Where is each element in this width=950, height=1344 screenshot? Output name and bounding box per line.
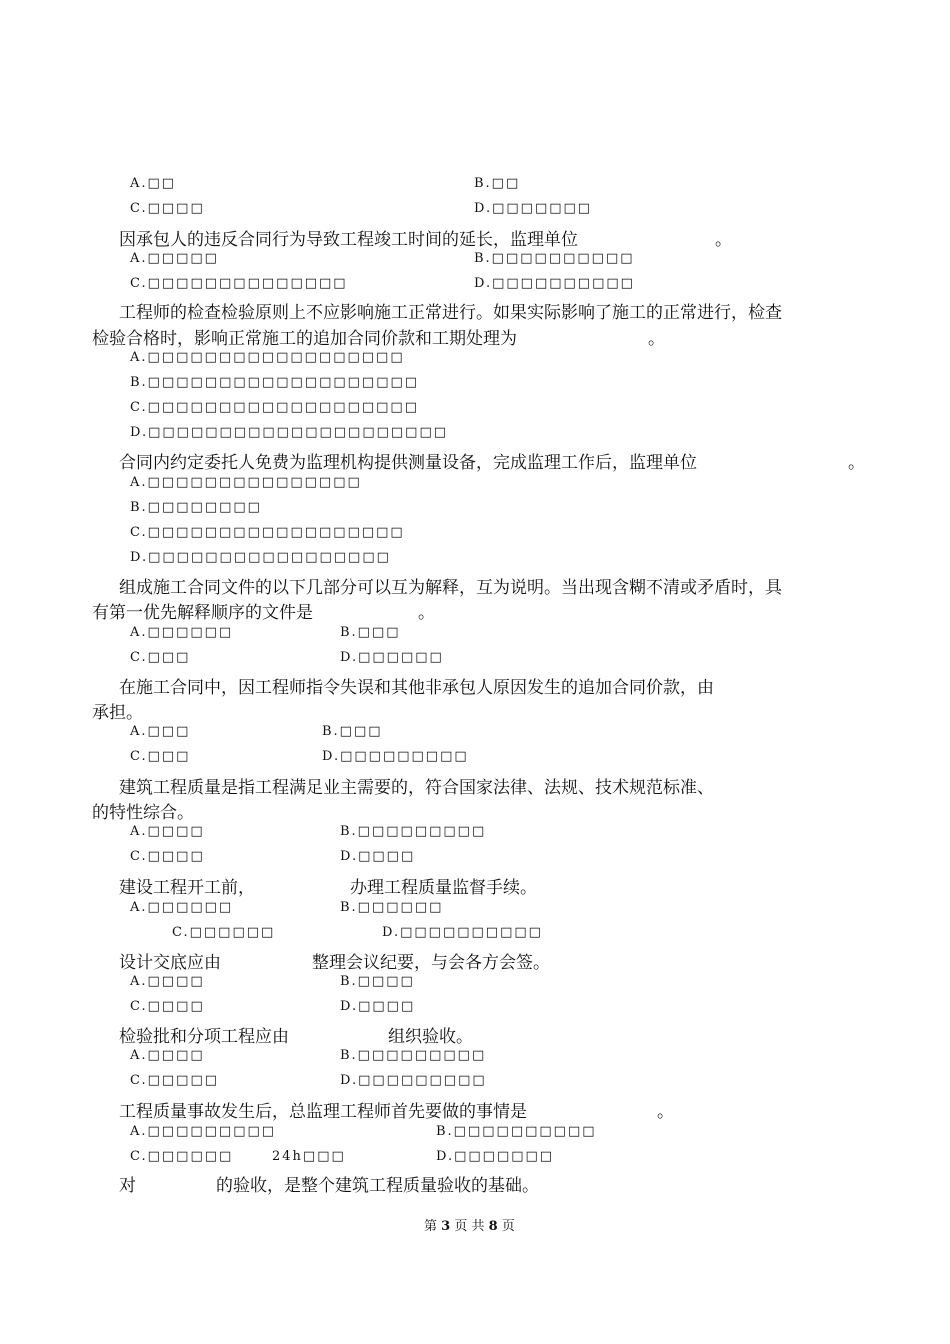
option-b: B.□□□□□□□□□ <box>340 1048 487 1063</box>
option-c: C.□□□□□□□□□□□□□□ <box>130 276 348 291</box>
page-footer <box>424 1215 515 1234</box>
option-a: A.□□□□ <box>130 824 205 839</box>
question-stem-continued: 组织验收。 <box>388 1027 473 1047</box>
option-b: B.□□□ <box>340 625 401 640</box>
question-stem-continued: 的特性综合。 <box>92 803 194 823</box>
option-d: D.□□□□□□□□□□ <box>382 925 543 940</box>
option-b: B.□□ <box>474 176 521 191</box>
question-end: 。 <box>657 1102 674 1122</box>
question-stem: 组成施工合同文件的以下几部分可以互为解释，互为说明。当出现含糊不清或矛盾时，具 <box>119 578 782 598</box>
question-end: 。 <box>848 453 865 473</box>
option-a: A.□□□□ <box>130 1048 205 1063</box>
option-a: A.□□□□□□□□□□□□□□□□□□ <box>130 350 405 365</box>
option-a: A.□□□□ <box>130 974 205 989</box>
option-a: A.□□ <box>130 176 177 191</box>
option-c: C.□□□□□□□□□□□□□□□□□□ <box>130 525 405 540</box>
option-c-continued: 24h□□□ <box>272 1149 346 1164</box>
footer-gong: 共 <box>471 1219 485 1234</box>
option-b: B.□□□□□□□□□□ <box>474 251 635 266</box>
option-b: B.□□□□□□□□□□□□□□□□□□□ <box>130 375 420 390</box>
option-b: B.□□□□ <box>340 974 415 989</box>
option-a: A.□□□ <box>130 724 191 739</box>
option-a: A.□□□□□□ <box>130 625 234 640</box>
option-d: D.□□□□□□□□□□□□□□□□□□□□□ <box>130 425 449 440</box>
option-c: C.□□□□ <box>130 999 205 1014</box>
option-b: B.□□□□□□□□□□ <box>436 1124 597 1139</box>
question-stem-continued: 整理会议纪要，与会各方会签。 <box>312 953 550 973</box>
option-d: D.□□□□□□□□□ <box>340 1073 487 1088</box>
option-a: A.□□□□□□ <box>130 900 234 915</box>
option-b: B.□□□□□□□□□ <box>340 824 487 839</box>
question-stem: 合同内约定委托人免费为监理机构提供测量设备，完成监理工作后，监理单位 <box>119 453 697 473</box>
option-d: D.□□□□□□□ <box>474 201 593 216</box>
option-c: C.□□□ <box>130 749 191 764</box>
option-a: A.□□□□□ <box>130 251 219 266</box>
option-c: C.□□□□ <box>130 849 205 864</box>
option-c: C.□□□□□□ <box>172 925 276 940</box>
option-d: D.□□□□□□□□□ <box>322 749 469 764</box>
question-stem-continued: 有第一优先解释顺序的文件是 <box>92 603 313 623</box>
question-end: 。 <box>715 230 732 250</box>
option-a: A.□□□□□□□□□□□□□□□ <box>130 475 362 490</box>
question-stem: 对 <box>119 1176 136 1196</box>
option-c: C.□□□ <box>130 650 191 665</box>
page-number: 3 <box>441 1219 451 1234</box>
option-c: C.□□□□ <box>130 201 205 216</box>
question-stem-continued: 办理工程质量监督手续。 <box>350 878 537 898</box>
option-d: D.□□□□□□□ <box>436 1149 555 1164</box>
question-end: 。 <box>418 603 435 623</box>
footer-ye: 页 <box>501 1219 515 1234</box>
option-b: B.□□□ <box>322 724 383 739</box>
option-b: B.□□□□□□ <box>340 900 444 915</box>
total-pages: 8 <box>488 1219 498 1234</box>
question-stem: 检验批和分项工程应由 <box>119 1027 289 1047</box>
question-stem: 工程师的检查检验原则上不应影响施工正常进行。如果实际影响了施工的正常进行，检查 <box>119 303 782 323</box>
question-stem: 设计交底应由 <box>119 953 221 973</box>
question-stem-continued: 承担。 <box>92 703 143 723</box>
option-c: C.□□□□□□□□□□□□□□□□□□□ <box>130 400 419 415</box>
question-stem-continued: 的验收，是整个建筑工程质量验收的基础。 <box>216 1176 539 1196</box>
option-d: D.□□□□□□□□□□□□□□□□□ <box>130 550 391 565</box>
option-d: D.□□□□□□□□□□ <box>474 276 635 291</box>
option-d: D.□□□□□□ <box>340 650 444 665</box>
option-b: B.□□□□□□□□ <box>130 500 262 515</box>
question-stem: 建筑工程质量是指工程满足业主需要的，符合国家法律、法规、技术规范标准、 <box>119 778 714 798</box>
question-end: 。 <box>648 329 665 349</box>
option-d: D.□□□□ <box>340 999 416 1014</box>
question-stem: 因承包人的违反合同行为导致工程竣工时间的延长，监理单位 <box>119 230 578 250</box>
question-stem: 工程质量事故发生后，总监理工程师首先要做的事情是 <box>119 1102 527 1122</box>
option-c: C.□□□□□□ <box>130 1149 234 1164</box>
option-c: C.□□□□□ <box>130 1073 220 1088</box>
footer-ye: 页 <box>454 1219 468 1234</box>
option-d: D.□□□□ <box>340 849 416 864</box>
question-stem: 建设工程开工前， <box>119 878 255 898</box>
option-a: A.□□□□□□□□□ <box>130 1124 277 1139</box>
footer-di: 第 <box>424 1219 438 1234</box>
question-stem-continued: 检验合格时，影响正常施工的追加合同价款和工期处理为 <box>92 329 517 349</box>
question-stem: 在施工合同中，因工程师指令失误和其他非承包人原因发生的追加合同价款，由 <box>119 678 714 698</box>
